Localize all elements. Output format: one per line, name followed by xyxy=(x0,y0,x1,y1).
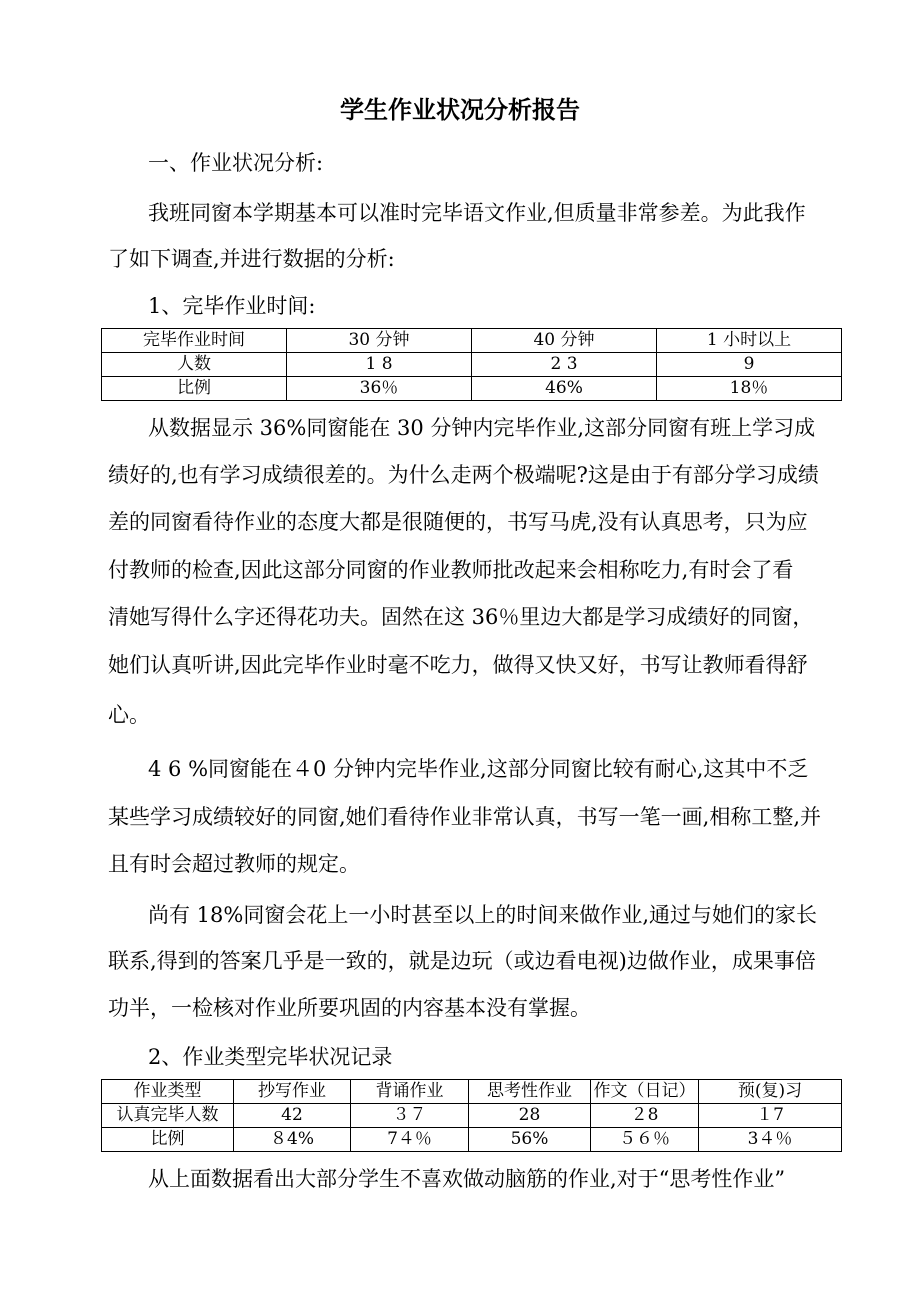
table-header-cell: 完毕作业时间 xyxy=(102,329,287,353)
paragraph-line: 绩好的,也有学习成绩很差的。为什么走两个极端呢?这是由于有部分学习成绩 xyxy=(108,463,819,487)
table-cell: 1 8 xyxy=(287,353,472,377)
table-cell: 3４％ xyxy=(699,1128,842,1152)
table-cell: 42 xyxy=(234,1104,351,1128)
table-cell: ２8 xyxy=(591,1104,699,1128)
table-header-cell: 40 分钟 xyxy=(472,329,657,353)
paragraph-line: 清她写得什么字还得花功夫。固然在这 36％里边大都是学习成绩好的同窗， xyxy=(108,605,814,629)
table-cell: ８4% xyxy=(234,1128,351,1152)
table-row xyxy=(102,377,842,401)
table-cell: 56% xyxy=(469,1128,591,1152)
section-heading: 一、作业状况分析: xyxy=(148,151,324,175)
paragraph-line: 尚有 18%同窗会花上一小时甚至以上的时间来做作业,通过与她们的家长 xyxy=(148,903,818,927)
intro-line-1: 我班同窗本学期基本可以准时完毕语文作业,但质量非常参差。为此我作 xyxy=(148,201,806,225)
table-header-cell: 作文（日记） xyxy=(591,1080,699,1104)
table-row xyxy=(102,1080,842,1104)
paragraph-line: 某些学习成绩较好的同窗,她们看待作业非常认真，书写一笔一画,相称工整,并 xyxy=(108,805,822,829)
table-header-cell: 抄写作业 xyxy=(234,1080,351,1104)
paragraph-line: 付教师的检查,因此这部分同窗的作业教师批改起来会相称吃力,有时会了看 xyxy=(108,558,794,582)
table-header-cell: 30 分钟 xyxy=(287,329,472,353)
completion-time-table xyxy=(101,328,842,401)
table-header-cell: 预(复)习 xyxy=(699,1080,842,1104)
paragraph-line: 心。 xyxy=(108,703,150,727)
table-cell: 认真完毕人数 xyxy=(102,1104,234,1128)
table-cell: 7４％ xyxy=(351,1128,469,1152)
table-cell: 比例 xyxy=(102,377,287,401)
homework-type-table xyxy=(101,1079,842,1152)
table-header-cell: 背诵作业 xyxy=(351,1080,469,1104)
document-title: 学生作业状况分析报告 xyxy=(340,96,580,124)
table-cell: 46% xyxy=(472,377,657,401)
paragraph-line: 且有时会超过教师的规定。 xyxy=(108,852,360,876)
table-cell: ５６％ xyxy=(591,1128,699,1152)
table-cell: １7 xyxy=(699,1104,842,1128)
paragraph-line: 联系,得到的答案几乎是一致的，就是边玩（或边看电视)边做作业，成果事倍 xyxy=(108,949,816,973)
intro-line-2: 了如下调查,并进行数据的分析: xyxy=(108,247,395,271)
table-cell: 18％ xyxy=(657,377,842,401)
subsection-heading-time: 1、完毕作业时间: xyxy=(148,294,316,318)
paragraph-line: 从上面数据看出大部分学生不喜欢做动脑筋的作业,对于“思考性作业” xyxy=(148,1167,786,1191)
table-cell: 9 xyxy=(657,353,842,377)
paragraph-line: 从数据显示 36%同窗能在 30 分钟内完毕作业,这部分同窗有班上学习成 xyxy=(148,416,816,440)
paragraph-line: 功半，一检核对作业所要巩固的内容基本没有掌握。 xyxy=(108,996,591,1020)
table-cell: 2 3 xyxy=(472,353,657,377)
paragraph-line: 4 6 %同窗能在４0 分钟内完毕作业,这部分同窗比较有耐心,这其中不乏 xyxy=(148,757,809,781)
table-header-cell: 1 小时以上 xyxy=(657,329,842,353)
table-cell: 比例 xyxy=(102,1128,234,1152)
table-row xyxy=(102,1104,842,1128)
table-row xyxy=(102,353,842,377)
table-cell: ３７ xyxy=(351,1104,469,1128)
paragraph-line: 她们认真听讲,因此完毕作业时毫不吃力，做得又快又好，书写让教师看得舒 xyxy=(108,653,808,677)
table-header-cell: 作业类型 xyxy=(102,1080,234,1104)
table-header-cell: 思考性作业 xyxy=(469,1080,591,1104)
table-cell: 36％ xyxy=(287,377,472,401)
table-row xyxy=(102,1128,842,1152)
table-cell: 人数 xyxy=(102,353,287,377)
table-row xyxy=(102,329,842,353)
paragraph-line: 差的同窗看待作业的态度大都是很随便的，书写马虎,没有认真思考，只为应 xyxy=(108,510,808,534)
table-cell: 28 xyxy=(469,1104,591,1128)
subsection-heading-types: 2、作业类型完毕状况记录 xyxy=(148,1045,393,1069)
